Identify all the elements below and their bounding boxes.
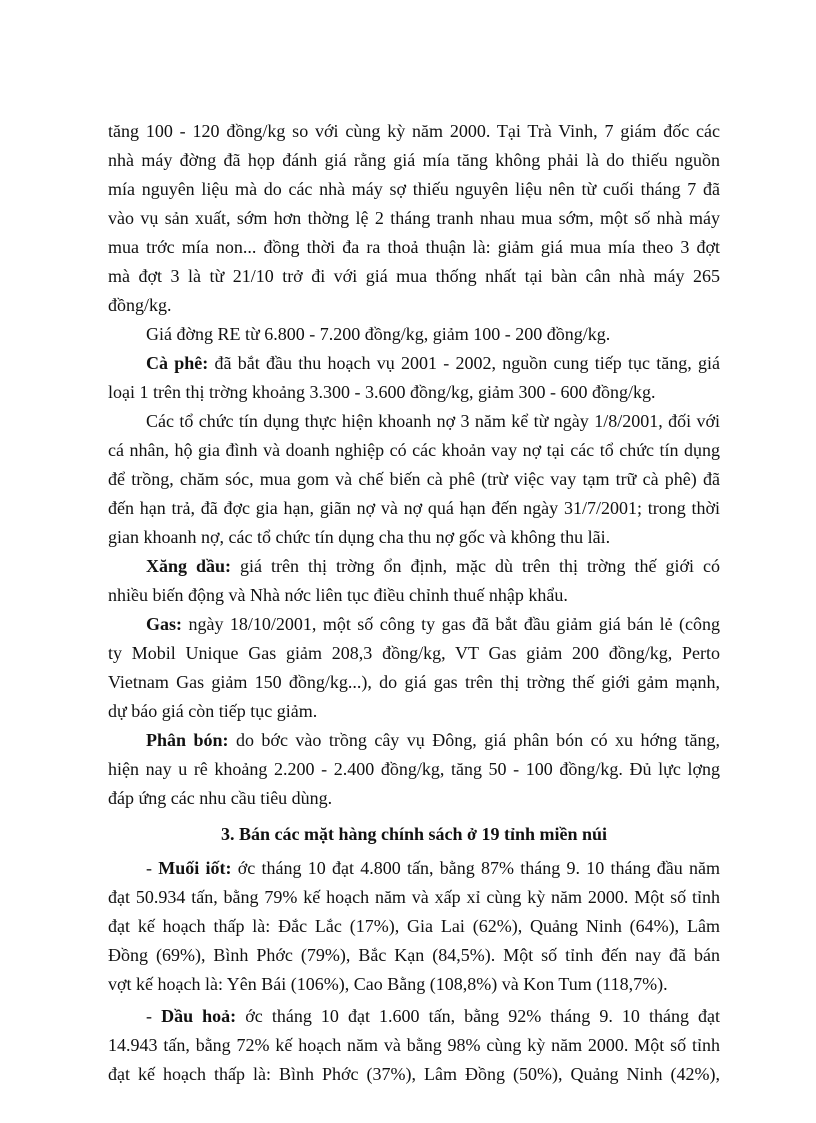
paragraph-line: đạt 50.934 tấn, bằng 79% kế hoạch năm và xấp xỉ cùng kỳ năm 2000. Một số tỉnh: [108, 887, 720, 907]
paragraph-line: nhà máy đờng đã họp đánh giá rằng giá mía tăng không phải là do thiếu nguồn: [108, 150, 720, 170]
paragraph-line: đạt kế hoạch thấp là: Bình Phớc (37%), Lâm Đồng (50%), Quảng Ninh (42%),: [108, 1064, 720, 1084]
iodized-salt-paragraph-line: - Muối iốt: ớc tháng 10 đạt 4.800 tấn, bằng 87% tháng 9. 10 tháng đầu năm: [146, 858, 721, 878]
fuel-label: Xăng dầu:: [146, 556, 232, 576]
paragraph-line: để trồng, chăm sóc, mua gom và chế biến cà phê (trừ việc vay tạm trữ cà phê) đã: [108, 469, 720, 489]
paragraph-line: loại 1 trên thị trờng khoảng 3.300 - 3.600 đồng/kg, giảm 300 - 600 đồng/kg.: [108, 382, 656, 402]
paragraph-line: vợt kế hoạch là: Yên Bái (106%), Cao Bằng (108,8%) và Kon Tum (118,7%).: [108, 974, 668, 994]
paragraph-line: đáp ứng các nhu cầu tiêu dùng.: [108, 788, 333, 808]
gas-label: Gas:: [146, 614, 182, 634]
paragraph-line: dự báo giá còn tiếp tục giảm.: [108, 701, 318, 721]
paragraph-line: mua trớc mía non... đồng thời đa ra thoả thuận là: giảm giá mua mía theo 3 đợt: [108, 237, 720, 257]
coffee-label: Cà phê:: [146, 353, 209, 373]
paragraph-line: Vietnam Gas giảm 150 đồng/kg...), do giá gas trên thị trờng thế giới gảm mạnh,: [108, 672, 720, 692]
paragraph-line: hiện nay u rê khoảng 2.200 - 2.400 đồng/kg, tăng 50 - 100 đồng/kg. Đủ lực lợng: [108, 759, 720, 779]
paragraph-line: mía nguyên liệu mà do các nhà máy sợ thiếu nguyên liệu nên từ cuối tháng 7 đã: [108, 179, 720, 199]
kerosene-paragraph-line: - Dầu hoả: ớc tháng 10 đạt 1.600 tấn, bằng 92% tháng 9. 10 tháng đạt: [146, 1006, 721, 1026]
paragraph-line: ty Mobil Unique Gas giảm 208,3 đồng/kg, VT Gas giảm 200 đồng/kg, Perto: [108, 643, 720, 663]
coffee-paragraph-line: Cà phê: đã bắt đầu thu hoạch vụ 2001 - 2002, nguồn cung tiếp tục tăng, giá: [146, 353, 720, 373]
fertilizer-label: Phân bón:: [146, 730, 229, 750]
kerosene-label: Dầu hoả:: [161, 1006, 237, 1026]
sugar-price-line: Giá đờng RE từ 6.800 - 7.200 đồng/kg, giảm 100 - 200 đồng/kg.: [146, 324, 611, 344]
paragraph-line: đến hạn trả, đã đợc gia hạn, giãn nợ và nợ quá hạn đến ngày 31/7/2001; trong thời: [108, 498, 720, 518]
fuel-paragraph-line: Xăng dầu: giá trên thị trờng ổn định, mặc dù trên thị trờng thế giới có: [146, 556, 720, 576]
gas-paragraph-line: Gas: ngày 18/10/2001, một số công ty gas đã bắt đầu giảm giá bán lẻ (công: [146, 614, 721, 634]
section-heading: 3. Bán các mặt hàng chính sách ở 19 tỉnh miền núi: [220, 824, 608, 844]
paragraph-line: nhiều biến động và Nhà nớc liên tục điều chỉnh thuế nhập khẩu.: [108, 585, 568, 605]
paragraph-line: Đồng (69%), Bình Phớc (79%), Bắc Kạn (84,5%). Một số tỉnh đến nay đã bán: [108, 945, 720, 965]
paragraph-line: 14.943 tấn, bằng 72% kế hoạch năm và bằng 98% cùng kỳ năm 2000. Một số tỉnh: [108, 1035, 720, 1055]
iodized-salt-label: Muối iốt:: [158, 858, 232, 878]
paragraph-line: mà đợt 3 là từ 21/10 trở đi với giá mua thống nhất tại bàn cân nhà máy 265: [108, 266, 720, 286]
paragraph-line: vào vụ sản xuất, sớm hơn thờng lệ 2 tháng tranh nhau mua sớm, một số nhà máy: [108, 208, 720, 228]
paragraph-line: đồng/kg.: [108, 295, 172, 315]
paragraph-line: đạt kế hoạch thấp là: Đắc Lắc (17%), Gia Lai (62%), Quảng Ninh (64%), Lâm: [108, 916, 720, 936]
fertilizer-paragraph-line: Phân bón: do bớc vào trồng cây vụ Đông, giá phân bón có xu hớng tăng,: [146, 730, 720, 750]
paragraph-line: cá nhân, hộ gia đình và doanh nghiệp có các khoản vay nợ tại các tổ chức tín dụng: [108, 440, 720, 460]
paragraph-line: tăng 100 - 120 đồng/kg so với cùng kỳ năm 2000. Tại Trà Vinh, 7 giám đốc các: [108, 121, 720, 141]
paragraph-line: gian khoanh nợ, các tổ chức tín dụng cha thu nợ gốc và không thu lãi.: [108, 527, 611, 547]
paragraph-line: Các tổ chức tín dụng thực hiện khoanh nợ 3 năm kể từ ngày 1/8/2001, đối với: [146, 411, 720, 431]
